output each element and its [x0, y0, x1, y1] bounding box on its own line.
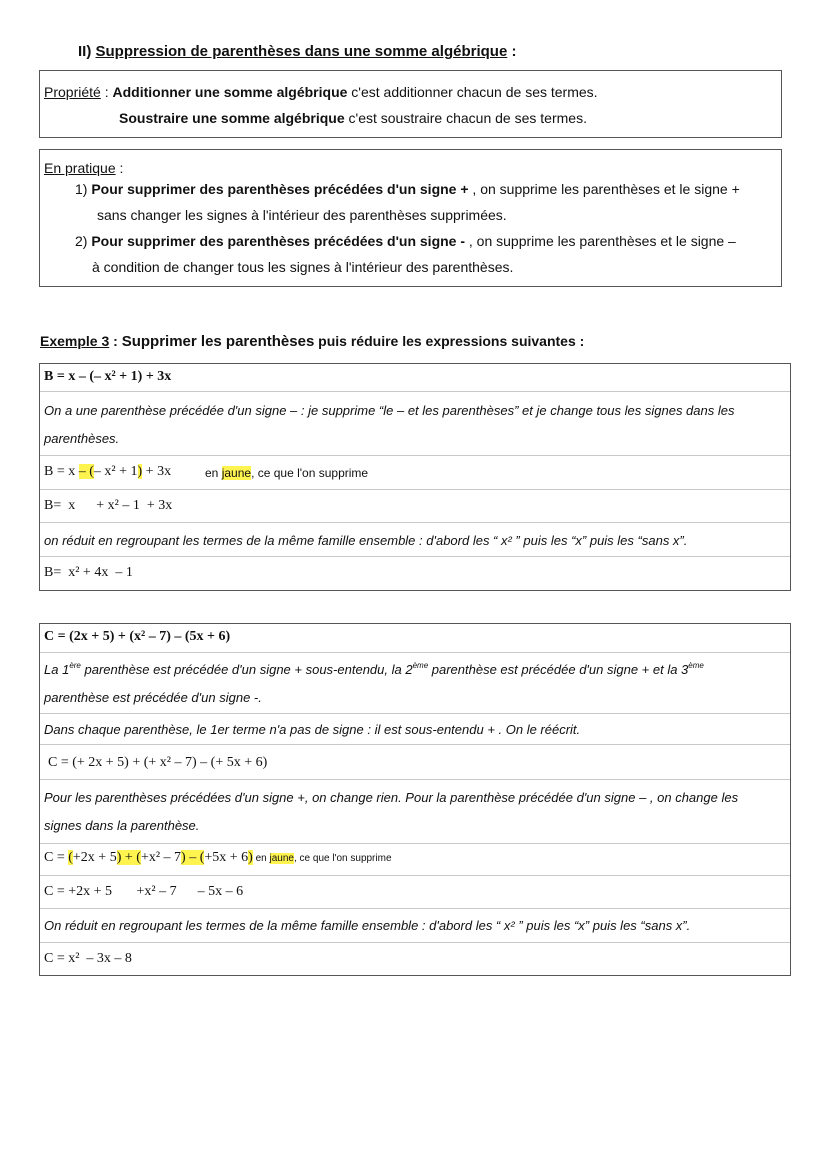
c-heading: C = (2x + 5) + (x² – 7) – (5x + 6) — [44, 629, 231, 644]
b-note-line-1: On a une parenthèse précédée d'un signe – : je supprime “le – et les parenthèses” et je change tous les signes dans les — [44, 403, 735, 418]
c-separator — [40, 843, 790, 844]
b-step-2: B= x + x² – 1 + 3x — [44, 498, 173, 513]
practice-rule-1: 1) Pour supprimer des parenthèses précédées d'un signe + , on supprime les parenthèses et le signe + — [75, 181, 740, 197]
c-separator — [40, 713, 790, 714]
c-note-line-4: Pour les parenthèses précédées d'un signe +, on change rien. Pour la parenthèse précédée d'un signe – , on change les — [44, 790, 739, 805]
c-separator — [40, 908, 790, 909]
b-separator — [40, 455, 790, 456]
c-rewritten: C = (+ 2x + 5) + (+ x² – 7) – (+ 5x + 6) — [48, 755, 268, 770]
c-note-line-1: La 1ère parenthèse est précédée d'un signe + sous-entendu, la 2ème parenthèse est précédée d'un signe + et la 3ème — [44, 661, 704, 677]
practice-rule-2-cont: à condition de changer tous les signes à l'intérieur des parenthèses. — [92, 259, 514, 275]
practice-label: En pratique : — [44, 160, 124, 176]
b-separator — [40, 556, 790, 557]
c-separator — [40, 652, 790, 653]
b-highlight-note: en jaune, ce que l'on supprime — [205, 466, 369, 480]
c-note-line-5: signes dans la parenthèse. — [44, 818, 200, 833]
c-note-line-3: Dans chaque parenthèse, le 1er terme n'a pas de signe : il est sous-entendu + . On le réécrit. — [44, 722, 581, 737]
section-title: II) Suppression de parenthèses dans une somme algébrique : — [78, 43, 517, 60]
c-reduce-note: On réduit en regroupant les termes de la même famille ensemble : d'abord les “ x² ” puis les “x” puis les “sans x”. — [44, 918, 691, 933]
b-step-1: B = x – (– x² + 1) + 3x — [44, 464, 172, 479]
c-note-line-2: parenthèse est précédée d'un signe -. — [44, 690, 262, 705]
property-line-2: Soustraire une somme algébrique c'est soustraire chacun de ses termes. — [119, 110, 587, 126]
b-separator — [40, 489, 790, 490]
c-separator — [40, 779, 790, 780]
c-separator — [40, 744, 790, 745]
b-heading: B = x – (– x² + 1) + 3x — [44, 369, 172, 384]
property-line-1: Propriété : Additionner une somme algébrique c'est additionner chacun de ses termes. — [44, 84, 598, 100]
b-result: B= x² + 4x – 1 — [44, 565, 133, 580]
c-step-2: C = +2x + 5 +x² – 7 – 5x – 6 — [44, 884, 244, 899]
c-step-1: C = (+2x + 5) + (+x² – 7) – (+5x + 6) en jaune, ce que l'on supprime — [44, 850, 392, 865]
c-separator — [40, 875, 790, 876]
property-box — [39, 70, 782, 138]
b-separator — [40, 522, 790, 523]
practice-rule-1-cont: sans changer les signes à l'intérieur des parenthèses supprimées. — [97, 207, 507, 223]
c-result: C = x² – 3x – 8 — [44, 951, 132, 966]
b-note-line-2: parenthèses. — [44, 431, 120, 446]
practice-rule-2: 2) Pour supprimer des parenthèses précédées d'un signe - , on supprime les parenthèses et le signe – — [75, 233, 736, 249]
c-separator — [40, 942, 790, 943]
b-reduce-note: on réduit en regroupant les termes de la même famille ensemble : d'abord les “ x² ” puis les “x” puis les “sans x”. — [44, 533, 688, 548]
example-heading: Exemple 3 : Supprimer les parenthèses puis réduire les expressions suivantes : — [40, 333, 585, 350]
b-separator — [40, 391, 790, 392]
